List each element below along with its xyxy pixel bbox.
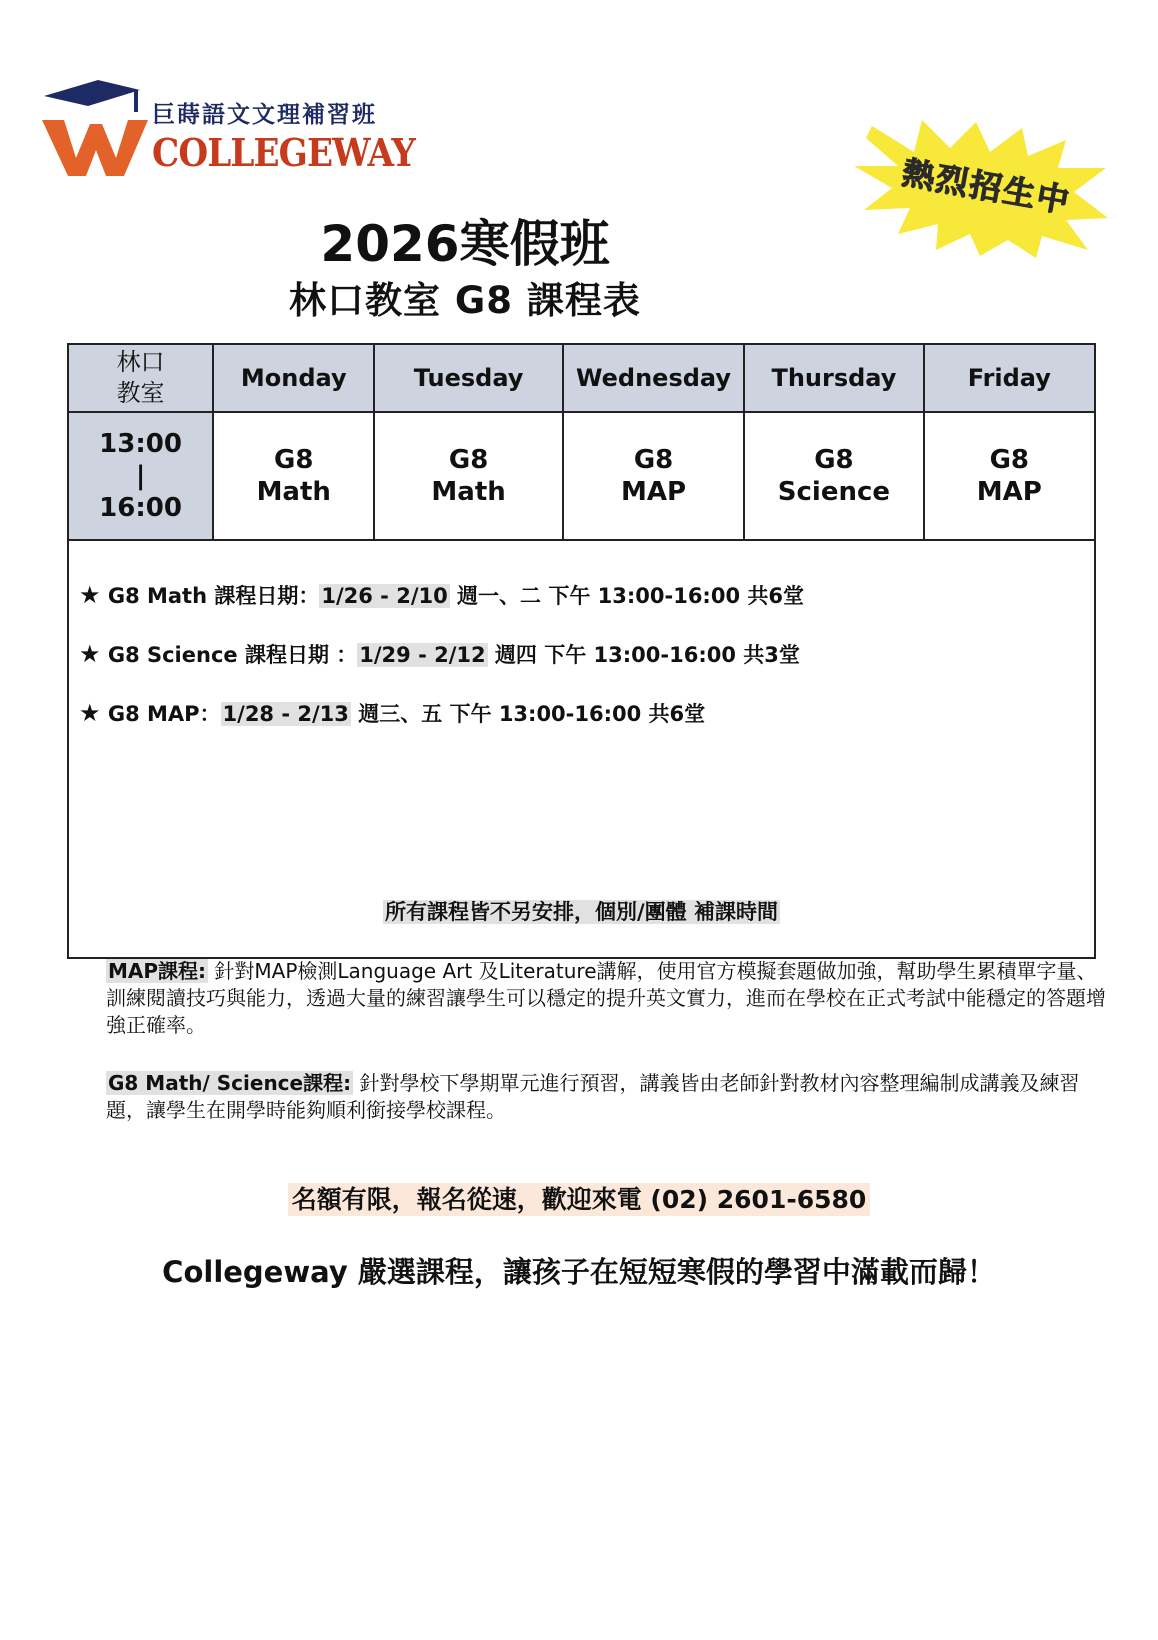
star-icon: ★ bbox=[79, 699, 101, 727]
course-cell-wednesday bbox=[563, 412, 744, 540]
contact-cta bbox=[0, 1180, 1158, 1216]
no-makeup-note bbox=[69, 896, 1094, 926]
course-grade: G8 bbox=[814, 445, 854, 475]
math-dates-label: G8 Math 課程日期： bbox=[107, 584, 320, 608]
science-dates-detail: 週四 下午 13:00-16:00 共3堂 bbox=[487, 643, 800, 667]
location-line1: 林口 bbox=[116, 348, 165, 376]
star-icon: ★ bbox=[79, 581, 101, 609]
time-start: 13:00 bbox=[99, 429, 182, 459]
day-header-monday: Monday bbox=[213, 344, 374, 412]
map-course-text: 針對MAP檢測Language Art 及Literature講解，使用官方模擬套題做加強，幫助學生累積單字量、訓練閱讀技巧與能力，透過大量的練習讓學生可以穩定的提升英文實力，進而在學校在正式考試中能穩定的答題增強正確率。 bbox=[106, 959, 1106, 1037]
course-subject: Math bbox=[256, 477, 331, 507]
math-dates-detail: 週一、二 下午 13:00-16:00 共6堂 bbox=[449, 584, 804, 608]
time-end: 16:00 bbox=[99, 493, 182, 523]
schedule-table bbox=[67, 343, 1096, 541]
location-line2: 教室 bbox=[116, 379, 165, 407]
math-science-course-text: 針對學校下學期單元進行預習，講義皆由老師針對教材內容整理編制成講義及練習題，讓學生在開學時能夠順利銜接學校課程。 bbox=[106, 1071, 1080, 1122]
logo-chinese-name: 巨蒔語文文理補習班 bbox=[152, 101, 377, 128]
map-course-description bbox=[106, 958, 1106, 1039]
map-dates-line bbox=[79, 698, 705, 728]
course-cell-monday bbox=[213, 412, 374, 540]
slogan: Collegeway 嚴選課程，讓孩子在短短寒假的學習中滿載而歸！ bbox=[162, 1255, 996, 1289]
schedule-row bbox=[68, 412, 1095, 540]
course-grade: G8 bbox=[448, 445, 489, 475]
day-header-friday: Friday bbox=[924, 344, 1095, 412]
location-cell bbox=[68, 344, 213, 412]
contact-cta-text: 名額有限，報名從速，歡迎來電 (02) 2601-6580 bbox=[288, 1183, 871, 1216]
course-grade: G8 bbox=[633, 445, 674, 475]
course-subject: MAP bbox=[976, 477, 1042, 507]
math-dates-line bbox=[79, 580, 804, 610]
course-subject: Science bbox=[777, 477, 891, 507]
schedule-header-row bbox=[68, 344, 1095, 412]
course-grade: G8 bbox=[989, 445, 1030, 475]
course-grade: G8 bbox=[274, 445, 314, 475]
time-slot-cell bbox=[68, 412, 213, 540]
map-course-label: MAP課程: bbox=[108, 959, 207, 983]
star-icon: ★ bbox=[79, 640, 101, 668]
course-subject: MAP bbox=[621, 477, 687, 507]
math-science-course-label: G8 Math/ Science課程: bbox=[108, 1071, 352, 1095]
day-header-tuesday: Tuesday bbox=[374, 344, 562, 412]
badge-text: 熱烈招生中 bbox=[899, 153, 1074, 221]
course-cell-friday bbox=[924, 412, 1095, 540]
science-dates-range: 1/29 - 2/12 bbox=[359, 643, 486, 667]
map-dates-label: G8 MAP： bbox=[107, 702, 221, 726]
map-dates-detail: 週三、五 下午 13:00-16:00 共6堂 bbox=[350, 702, 706, 726]
collegeway-logo bbox=[40, 78, 415, 188]
graduation-cap-w-icon bbox=[40, 78, 152, 188]
no-makeup-text: 所有課程皆不另安排，個別/團體 補課時間 bbox=[385, 900, 778, 924]
map-dates-range: 1/28 - 2/13 bbox=[222, 702, 349, 726]
science-dates-line bbox=[79, 639, 800, 669]
day-header-wednesday: Wednesday bbox=[563, 344, 744, 412]
page-title: 2026寒假班 bbox=[320, 215, 610, 273]
course-subject: Math bbox=[431, 477, 506, 507]
time-separator: | bbox=[135, 461, 146, 491]
science-dates-label: G8 Science 課程日期 ： bbox=[107, 643, 358, 667]
day-header-thursday: Thursday bbox=[744, 344, 923, 412]
course-cell-tuesday bbox=[374, 412, 562, 540]
math-dates-range: 1/26 - 2/10 bbox=[321, 584, 448, 608]
course-cell-thursday bbox=[744, 412, 923, 540]
course-dates-box bbox=[67, 538, 1096, 959]
page-subtitle: 林口教室 G8 課程表 bbox=[289, 279, 641, 322]
math-science-course-description bbox=[106, 1070, 1106, 1124]
logo-english-name: COLLEGEWAY bbox=[152, 130, 415, 175]
